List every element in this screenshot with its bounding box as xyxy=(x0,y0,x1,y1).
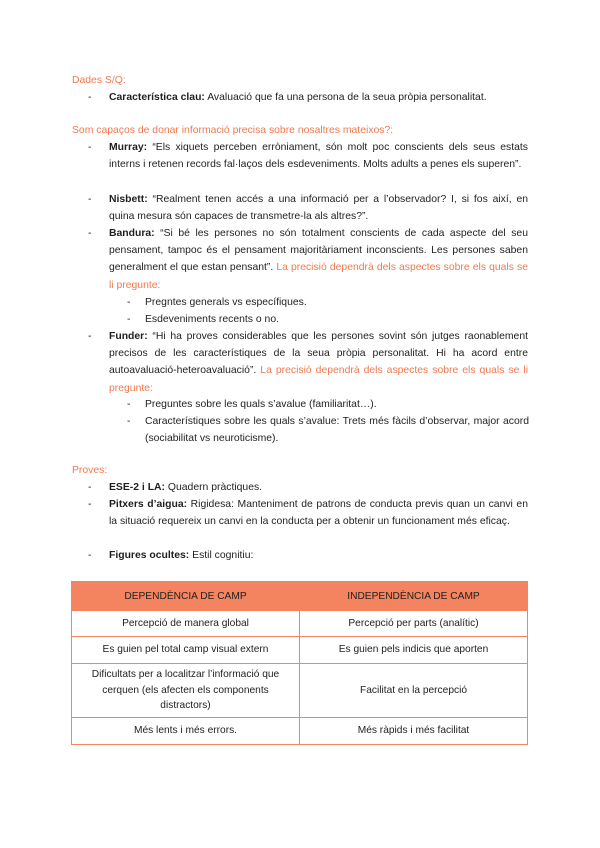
sub-text: Pregntes generals vs específiques. xyxy=(145,297,307,308)
table-row xyxy=(72,718,528,745)
sub-item-bandura-2 xyxy=(127,311,529,328)
bullet-dash: - xyxy=(88,92,92,103)
bullet-dash: - xyxy=(88,194,92,205)
table-row xyxy=(72,664,528,718)
sub-text: Esdeveniments recents o no. xyxy=(145,314,279,325)
bullet-dash: - xyxy=(88,228,92,239)
term: ESE-2 i LA: xyxy=(109,482,166,493)
table-cell: Percepció per parts (analític) xyxy=(300,611,528,637)
text: “Hi ha proves considerables que les persones sovint són jutges raonablement precisos de les característiques de la seua pròpia personalitat. Hi ha acord entre autoavaluació-heteroavaluació”. xyxy=(109,331,528,377)
table-cell: Percepció de manera global xyxy=(72,611,300,637)
table-cell: Es guien pels indicis que aporten xyxy=(300,637,528,664)
term: Bandura: xyxy=(109,228,155,239)
bullet-dash: - xyxy=(127,399,131,410)
table-row xyxy=(72,637,528,664)
bullet-dash: - xyxy=(127,297,131,308)
table-cell: Dificultats per a localitzar l’informació que cerquen (els afecten els components distractors) xyxy=(72,664,300,718)
table-cell: Més lents i més errors. xyxy=(72,718,300,745)
bullet-dash: - xyxy=(127,314,131,325)
term: Característica clau: xyxy=(109,92,205,103)
bullet-dash: - xyxy=(88,482,92,493)
text: Rigidesa: Manteniment de patrons de conducta previs quan un canvi en la situació requereix un canvi en la conducta per a obtenir un funcionament més eficaç. xyxy=(109,499,528,528)
bullet-dash: - xyxy=(127,416,131,427)
list-item-bandura xyxy=(88,225,528,294)
sub-item-funder-2 xyxy=(127,413,529,447)
list-item-caracteristica-clau xyxy=(88,89,528,106)
header-independencia: INDEPENDÈNCIA DE CAMP xyxy=(300,582,528,611)
text: Avaluació que fa una persona de la seua pròpia personalitat. xyxy=(204,92,487,103)
bullet-dash: - xyxy=(88,142,92,153)
sub-item-funder-1 xyxy=(127,396,529,413)
sub-text: Preguntes sobre les quals s’avalue (familiaritat…). xyxy=(145,399,377,410)
list-item-nisbett xyxy=(88,191,528,225)
heading-proves: Proves: xyxy=(72,465,108,476)
list-item-murray xyxy=(88,139,528,173)
list-item-figures xyxy=(88,547,528,564)
term: Funder: xyxy=(109,331,148,342)
text: Estil cognitiu: xyxy=(189,550,254,561)
sub-text: Característiques sobre les quals s’avalue: Trets més fàcils d’observar, major acord (sociabilitat vs neuroticisme). xyxy=(145,416,529,445)
highlight-text: La precisió dependrà dels aspectes sobre els quals se li pregunte: xyxy=(109,262,528,291)
list-item-funder xyxy=(88,328,528,397)
heading-dades-sq: Dades S/Q: xyxy=(72,75,126,86)
bullet-dash: - xyxy=(88,331,92,342)
bullet-dash: - xyxy=(88,550,92,561)
text: “Els xiquets perceben erròniament, són molt poc conscients dels seus estats interns i retenen records fal·laços dels esdeveniments. Molts adults a penes els superen”. xyxy=(109,142,528,171)
table-cell: Es guien pel total camp visual extern xyxy=(72,637,300,664)
text: “Si bé les persones no són totalment conscients de cada aspecte del seu pensament, tampoc és el pensament majoritàriament inconscients. Les persones saben generalment el que estan pensant”. xyxy=(109,228,528,274)
term: Nisbett: xyxy=(109,194,148,205)
term: Murray: xyxy=(109,142,148,153)
highlight-text: La precisió dependrà dels aspectes sobre els quals se li pregunte: xyxy=(109,365,528,394)
term: Pitxers d’aigua: xyxy=(109,499,188,510)
table-header-row xyxy=(72,582,528,611)
table-cell: Facilitat en la percepció xyxy=(300,664,528,718)
term: Figures ocultes: xyxy=(109,550,190,561)
table-cell: Més ràpids i més facilitat xyxy=(300,718,528,745)
bullet-dash: - xyxy=(88,499,92,510)
sub-item-bandura-1 xyxy=(127,294,529,311)
list-item-ese xyxy=(88,479,528,496)
text: “Realment tenen accés a una informació per a l’observador? I, si fos així, en quina mesura són capaces de transmetre-la als altres?”. xyxy=(109,194,528,223)
text: Quadern pràctiques. xyxy=(165,482,263,493)
comparison-table xyxy=(71,581,528,745)
heading-som-capacos: Som capaços de donar informació precisa sobre nosaltres mateixos?: xyxy=(72,125,394,136)
header-dependencia: DEPENDÈNCIA DE CAMP xyxy=(72,582,300,611)
table-row xyxy=(72,611,528,637)
list-item-pitxers xyxy=(88,496,528,530)
